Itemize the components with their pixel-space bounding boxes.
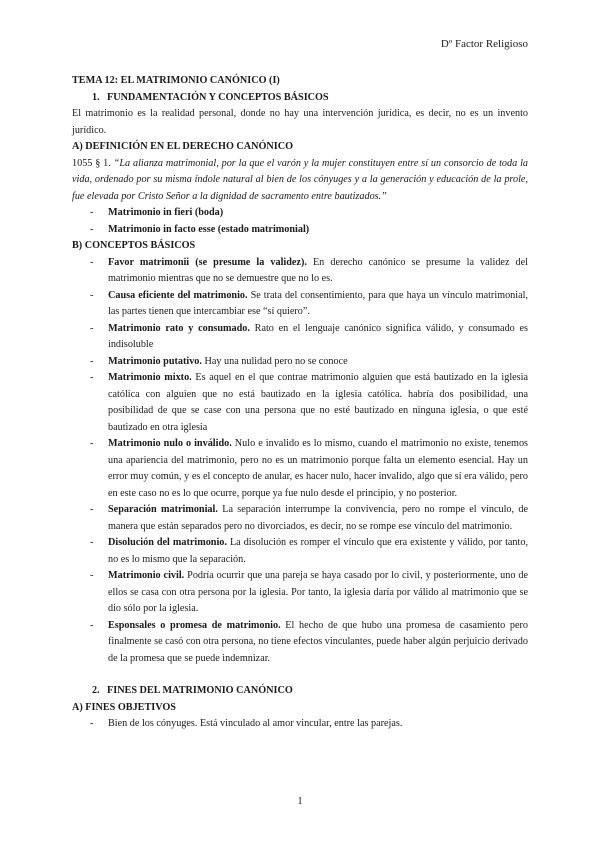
concept-term: Matrimonio civil. bbox=[108, 570, 185, 581]
concept-term: Esponsales o promesa de matrimonio. bbox=[108, 619, 281, 631]
section-1-number: 1. bbox=[92, 91, 100, 103]
concept-term: Matrimonio rato y consumado. bbox=[108, 322, 250, 334]
list-item: - Matrimonio mixto. Es aquel en el que contrae matrimonio alguien que está bautizado en la iglesia católica con alguien que no está bautizado en la iglesia católica. habría dos posibilidad, una posibilidad de que se case con una persona que no esté bautizado en ninguna iglesia, o que esté bautizado en otra iglesia bbox=[90, 372, 528, 433]
concept-term: Matrimonio mixto. bbox=[108, 372, 192, 383]
concept-text: Rato en el lenguaje canónico significa válido, y consumado es indisoluble bbox=[108, 322, 528, 350]
list-item: - Matrimonio in fieri (boda) bbox=[90, 207, 224, 218]
list-item: - Disolución del matrimonio. La disolución es romper el vínculo que era existente y válido, por tanto, no es lo mismo que la separación. bbox=[90, 537, 528, 565]
page-header: Dº Factor Religioso bbox=[440, 38, 528, 50]
canon-reference: 1055 § 1. bbox=[72, 157, 114, 169]
list-item: - Matrimonio rato y consumado. Rato en el lenguaje canónico significa válido, y consumado es indisoluble bbox=[90, 322, 528, 350]
concept-text: Nulo e invalido es lo mismo, cuando el matrimonio no existe, tenemos una apariencia del matrimonio, pero no es un matrimonio porque falta un elemento esencial. Hay un error muy común, y es el concepto de anular, es hacer nulo, hacer invalido, algo que sí era válido, pero en este caso no es lo que ocurre, porque ya fue nulo desde el principio, y no posterior. bbox=[108, 438, 529, 499]
list-item: - Favor matrimonii (se presume la validez). En derecho canónico se presume la validez del matrimonio mientras que no se demuestre que no lo es. bbox=[90, 256, 528, 284]
concepts-list bbox=[72, 255, 528, 668]
list-item: - Matrimonio nulo o inválido. Nulo e invalido es lo mismo, cuando el matrimonio no existe, tenemos una apariencia del matrimonio, pero no es un matrimonio porque falta un elemento esencial. Hay un error muy común, y es el concepto de anular, es hacer nulo, hacer invalido, algo que sí era válido, pero en este caso no es lo que ocurre, porque ya fue nulo desde el principio, y no posterior. bbox=[90, 438, 529, 499]
concept-text: El hecho de que hubo una promesa de casamiento pero finalmente se casó con otra persona, no tiene efectos vinculantes, puede haber algún perjuicio derivado de la promesa que se puede indemnizar. bbox=[108, 619, 529, 664]
concept-text: Hay una nulidad pero no se conoce bbox=[201, 355, 348, 367]
definition-paragraph bbox=[72, 156, 528, 206]
list-item: - Matrimonio in facto esse (estado matrimonial) bbox=[90, 223, 310, 235]
concept-text: Se trata del consentimiento, para que haya un vínculo matrimonial, las partes tienen que intercambiar ese “sí quiero”. bbox=[108, 289, 528, 317]
list-item: - Bien de los cónyuges. Está vinculado al amor vincular, entre las parejas. bbox=[90, 718, 403, 729]
concept-term: Favor matrimonii (se presume la validez). bbox=[108, 256, 307, 268]
list-item: - Matrimonio putativo. Hay una nulidad pero no se conoce bbox=[90, 355, 348, 367]
concept-text: En derecho canónico se presume la validez del matrimonio mientras que no se demuestre que no lo es. bbox=[108, 256, 528, 284]
document-title: TEMA 12: EL MATRIMONIO CANÓNICO (I) bbox=[72, 75, 280, 86]
intro-paragraph: El matrimonio es la realidad personal, donde no hay una intervención jurídica, es decir, no es un invento jurídico. bbox=[72, 108, 528, 136]
subsection-a-heading: A) DEFINICIÓN EN EL DERECHO CANÓNICO bbox=[72, 141, 294, 152]
section-2-heading bbox=[72, 683, 528, 700]
concept-term: Causa eficiente del matrimonio. bbox=[108, 289, 248, 301]
section-2-number: 2. bbox=[92, 685, 100, 696]
concept-term: Disolución del matrimonio. bbox=[108, 537, 227, 548]
section-1-title: FUNDAMENTACIÓN Y CONCEPTOS BÁSICOS bbox=[107, 91, 329, 103]
concept-text: La disolución es romper el vínculo que era existente y válido, por tanto, no es lo mismo que la separación. bbox=[108, 537, 528, 565]
canon-quote: “La alianza matrimonial, por la que el varón y la mujer constituyen entre sí un consorcio de toda la vida, ordenado por su misma índole natural al bien de los cónyuges y a la generación y educación de la prole, fue elevada por Cristo Señor a la dignidad de sacramento entre bautizados.” bbox=[72, 157, 528, 202]
section-1-heading bbox=[72, 90, 528, 107]
concept-text: Es aquel en el que contrae matrimonio alguien que está bautizado en la iglesia católica con alguien que no está bautizado en la iglesia católica. habría dos posibilidad, una posibilidad de que se case con una persona que no esté bautizado en ninguna iglesia, o que esté bautizado en otra iglesia bbox=[108, 372, 528, 433]
concept-term: Matrimonio nulo o inválido. bbox=[108, 438, 232, 449]
page-number: 1 bbox=[297, 796, 303, 807]
subsection-b-heading: B) CONCEPTOS BÁSICOS bbox=[72, 240, 196, 251]
page-content bbox=[72, 73, 528, 733]
list-item-term: Matrimonio in fieri (boda) bbox=[108, 207, 224, 218]
definition-list bbox=[72, 205, 528, 238]
objectives-list bbox=[72, 716, 528, 733]
concept-text: La separación interrumpe la convivencia, pero no rompe el vínculo, de manera que están separados pero no divorciados, es decir, no se rompe ese vínculo del matrimonio. bbox=[108, 504, 529, 532]
concept-text: Podría ocurrir que una pareja se haya casado por lo civil, y posteriormente, uno de ellos se casa con otra persona por la iglesia. Por tanto, la iglesia daría por válido al matrimonio que se dio sólo por la iglesia. bbox=[108, 570, 528, 614]
list-item: - Causa eficiente del matrimonio. Se trata del consentimiento, para que haya un vínculo matrimonial, las partes tienen que intercambiar ese “sí quiero”. bbox=[90, 289, 528, 317]
subsection-a2-heading: A) FINES OBJETIVOS bbox=[72, 701, 176, 713]
list-item: - Esponsales o promesa de matrimonio. El hecho de que hubo una promesa de casamiento pero finalmente se casó con otra persona, no tiene efectos vinculantes, puede haber algún perjuicio derivado de la promesa que se puede indemnizar. bbox=[90, 619, 529, 664]
list-item: - Matrimonio civil. Podría ocurrir que una pareja se haya casado por lo civil, y posteriormente, uno de ellos se casa con otra persona por la iglesia. Por tanto, la iglesia daría por válido al matrimonio que se dio sólo por la iglesia. bbox=[90, 570, 528, 614]
spacer bbox=[72, 667, 528, 683]
list-item-term: Matrimonio in facto esse (estado matrimonial) bbox=[108, 223, 310, 235]
objective-text: Bien de los cónyuges. Está vinculado al amor vincular, entre las parejas. bbox=[108, 718, 403, 729]
concept-term: Matrimonio putativo. bbox=[108, 355, 202, 367]
concept-term: Separación matrimonial. bbox=[108, 504, 218, 515]
section-2-title: FINES DEL MATRIMONIO CANÓNICO bbox=[107, 685, 293, 696]
list-item: - Separación matrimonial. La separación interrumpe la convivencia, pero no rompe el vínculo, de manera que están separados pero no divorciados, es decir, no se rompe ese vínculo del matrimonio. bbox=[90, 504, 529, 532]
